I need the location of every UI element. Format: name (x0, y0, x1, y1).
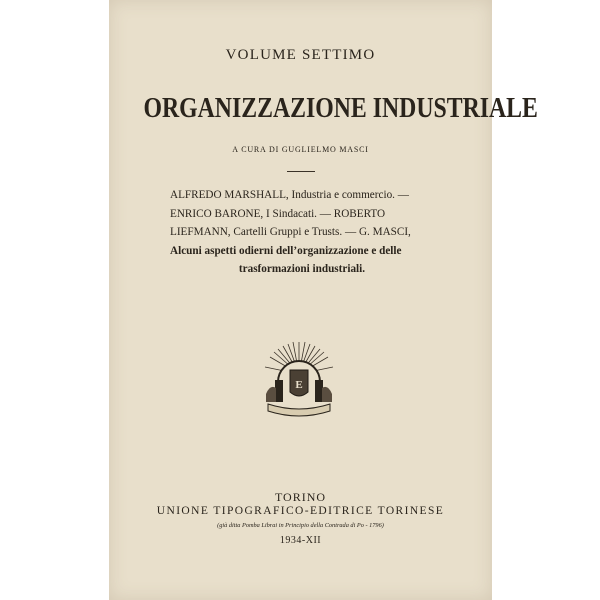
contents-line: LIEFMANN, Cartelli Gruppi e Trusts. — G. MASCI, (170, 226, 411, 238)
publisher-emblem-icon (256, 336, 342, 422)
imprint-note: (già ditta Pomba Librai in Principio della Contrada di Po - 1796) (217, 522, 384, 529)
emblem-graphic (256, 336, 342, 422)
title-page (109, 0, 538, 600)
contents-line: trasformazioni industriali. (238, 263, 366, 275)
contents-line: ALFREDO MARSHALL, Industria e commercio. — (170, 189, 409, 201)
book-title: ORGANIZZAZIONE INDUSTRIALE (143, 92, 538, 124)
contents-line: Alcuni aspetti odierni dell’organizzazione e delle (170, 244, 402, 257)
volume-heading: VOLUME SETTIMO (225, 47, 376, 63)
contents-block (170, 186, 434, 279)
imprint-publisher: UNIONE TIPOGRAFICO-EDITRICE TORINESE (156, 505, 445, 517)
editor-credit: A CURA DI GUGLIELMO MASCI (232, 145, 369, 154)
imprint-city: TORINO (274, 490, 327, 504)
imprint-year: 1934-XII (279, 535, 322, 546)
divider-rule (287, 171, 315, 172)
contents-line: ENRICO BARONE, I Sindacati. — ROBERTO (170, 207, 386, 220)
svg-text:E: E (295, 379, 303, 391)
